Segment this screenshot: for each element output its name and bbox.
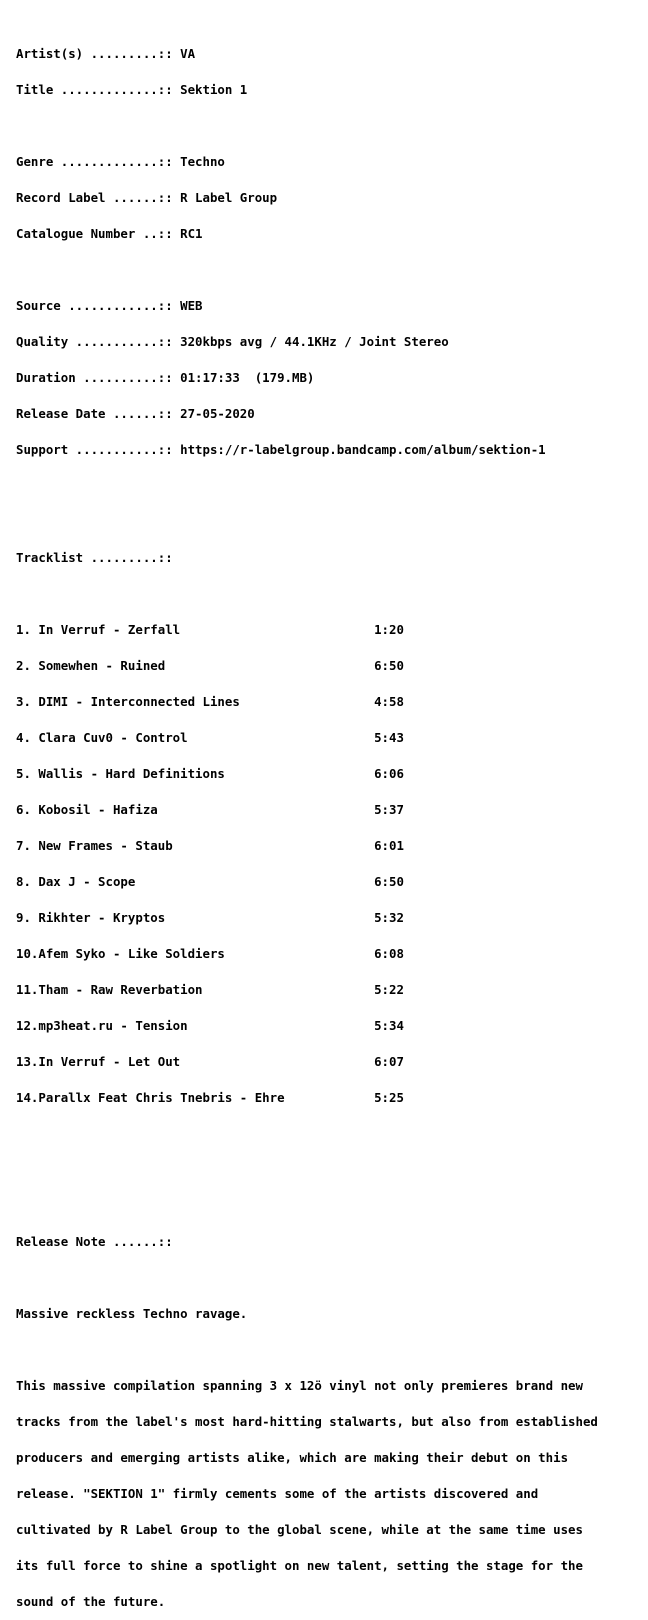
nfo-text-document xyxy=(16,24,598,1620)
tracklist-heading: Tracklist .........:: xyxy=(16,550,173,565)
quality-line: Quality ...........:: 320kbps avg / 44.1KHz / Joint Stereo xyxy=(16,334,449,349)
track-line: 3. DIMI - Interconnected Lines 4:58 xyxy=(16,694,404,709)
blank-line xyxy=(16,516,598,528)
blank-line xyxy=(16,1344,598,1356)
source-line: Source ............:: WEB xyxy=(16,298,203,313)
artist-line: Artist(s) .........:: VA xyxy=(16,46,196,61)
release-note-paragraph-line: This massive compilation spanning 3 x 12ö vinyl not only premieres brand new xyxy=(16,1378,583,1393)
support-line: Support ...........:: https://r-labelgroup.bandcamp.com/album/sektion-1 xyxy=(16,442,546,457)
track-line: 14.Parallx Feat Chris Tnebris - Ehre 5:25 xyxy=(16,1090,404,1105)
track-line: 1. In Verruf - Zerfall 1:20 xyxy=(16,622,404,637)
track-line: 13.In Verruf - Let Out 6:07 xyxy=(16,1054,404,1069)
track-line: 2. Somewhen - Ruined 6:50 xyxy=(16,658,404,673)
title-line: Title .............:: Sektion 1 xyxy=(16,82,248,97)
release-note-paragraph-line: its full force to shine a spotlight on new talent, setting the stage for the xyxy=(16,1558,583,1573)
release-note-heading: Release Note ......:: xyxy=(16,1234,173,1249)
track-line: 12.mp3heat.ru - Tension 5:34 xyxy=(16,1018,404,1033)
blank-line xyxy=(16,1164,598,1176)
release-note-paragraph-line: producers and emerging artists alike, which are making their debut on this xyxy=(16,1450,569,1465)
release-date-line: Release Date ......:: 27-05-2020 xyxy=(16,406,255,421)
blank-line xyxy=(16,588,598,600)
track-line: 8. Dax J - Scope 6:50 xyxy=(16,874,404,889)
track-line: 10.Afem Syko - Like Soldiers 6:08 xyxy=(16,946,404,961)
release-note-paragraph-line: sound of the future. xyxy=(16,1594,166,1609)
release-note-paragraph-line: cultivated by R Label Group to the global scene, while at the same time uses xyxy=(16,1522,583,1537)
blank-line xyxy=(16,120,598,132)
blank-line xyxy=(16,1272,598,1284)
track-line: 6. Kobosil - Hafiza 5:37 xyxy=(16,802,404,817)
blank-line xyxy=(16,1200,598,1212)
genre-line: Genre .............:: Techno xyxy=(16,154,225,169)
blank-line xyxy=(16,480,598,492)
track-line: 11.Tham - Raw Reverbation 5:22 xyxy=(16,982,404,997)
catalogue-number-line: Catalogue Number ..:: RC1 xyxy=(16,226,203,241)
track-line: 9. Rikhter - Kryptos 5:32 xyxy=(16,910,404,925)
record-label-line: Record Label ......:: R Label Group xyxy=(16,190,278,205)
track-line: 7. New Frames - Staub 6:01 xyxy=(16,838,404,853)
release-note-tagline: Massive reckless Techno ravage. xyxy=(16,1306,248,1321)
track-line: 4. Clara Cuv0 - Control 5:43 xyxy=(16,730,404,745)
blank-line xyxy=(16,1128,598,1140)
release-note-paragraph-line: release. "SEKTION 1" firmly cements some of the artists discovered and xyxy=(16,1486,539,1501)
release-note-paragraph-line: tracks from the label's most hard-hitting stalwarts, but also from established xyxy=(16,1414,598,1429)
duration-line: Duration ..........:: 01:17:33 (179.MB) xyxy=(16,370,315,385)
track-line: 5. Wallis - Hard Definitions 6:06 xyxy=(16,766,404,781)
blank-line xyxy=(16,264,598,276)
